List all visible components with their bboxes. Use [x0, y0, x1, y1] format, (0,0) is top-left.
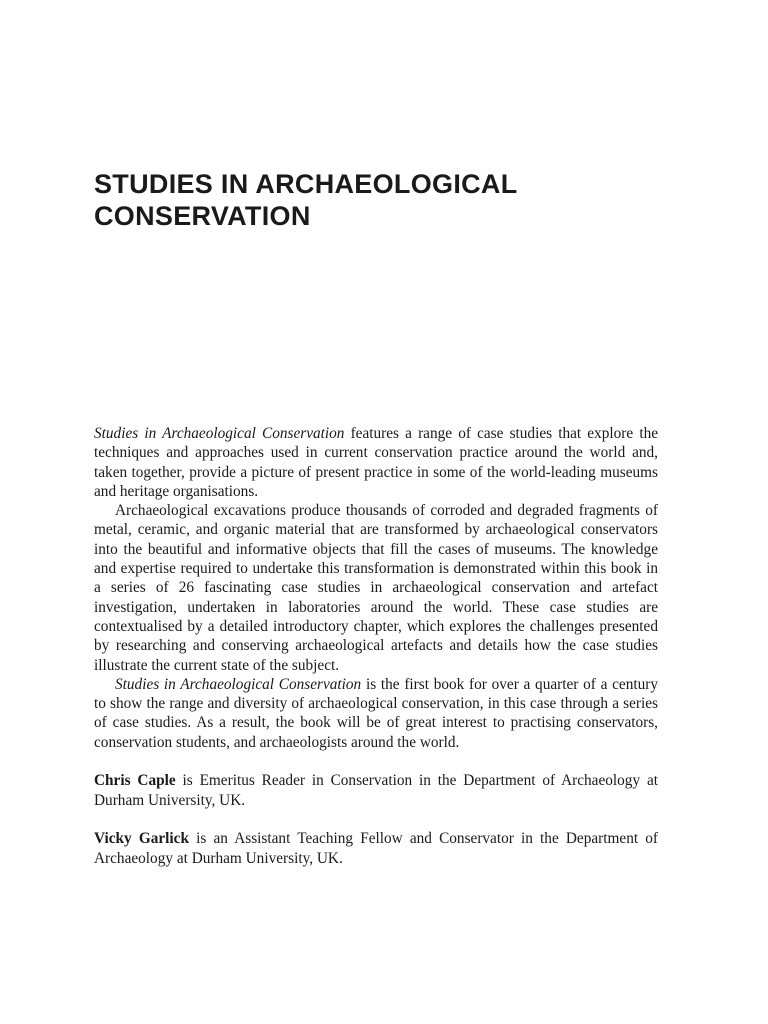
description-paragraph-2-text: Archaeological excavations produce thousands of corroded and degraded fragments of metal, ceramic, and organic material that are transformed by archaeological conservators into the beautiful and informative objects that fill the cases of museums. The knowledge and expertise required to undertake this transformation is demonstrated within this book in a series of 26 fascinating case studies in archaeological conservation and artefact investigation, undertaken in laboratories around the world. These case studies are contextualised by a detailed introductory chapter, which explores the challenges presented by researching and conserving archaeological artefacts and details how the case studies illustrate the current state of the subject.	[94, 502, 658, 674]
author-bio-text: is Emeritus Reader in Conservation in the Department of Archaeology at Durham University, UK.	[94, 772, 658, 809]
spacer	[94, 810, 658, 829]
author-bio	[94, 771, 658, 810]
spacer	[94, 752, 658, 771]
book-title-italic: Studies in Archaeological Conservation	[115, 675, 362, 693]
description-paragraph-1-text: features a range of case studies that explore the techniques and approaches used in current conservation practice around the world and, taken together, provide a picture of present practice in some of the world-leading museums and heritage organisations.	[94, 425, 659, 500]
description-paragraph-3-text: is the first book for over a quarter of a century to show the range and diversity of archaeological conservation, in this case through a series of case studies. As a result, the book will be of great interest to practising conservators, conservation students, and archaeologists around the world.	[94, 675, 658, 751]
book-title-italic: Studies in Archaeological Conservation	[94, 425, 345, 442]
series-title	[94, 168, 674, 232]
series-title-line-2: CONSERVATION	[94, 201, 311, 231]
series-title-line-1: STUDIES IN ARCHAEOLOGICAL	[94, 169, 518, 199]
book-description	[94, 424, 658, 868]
description-paragraph-2	[94, 501, 658, 675]
description-paragraph-1	[94, 424, 658, 501]
author-bio	[94, 829, 658, 868]
author-bio-text: is an Assistant Teaching Fellow and Conservator in the Department of Archaeology at Durham University, UK.	[94, 830, 658, 867]
author-name: Vicky Garlick	[94, 830, 189, 848]
author-name: Chris Caple	[94, 772, 176, 790]
description-paragraph-3	[94, 675, 658, 752]
